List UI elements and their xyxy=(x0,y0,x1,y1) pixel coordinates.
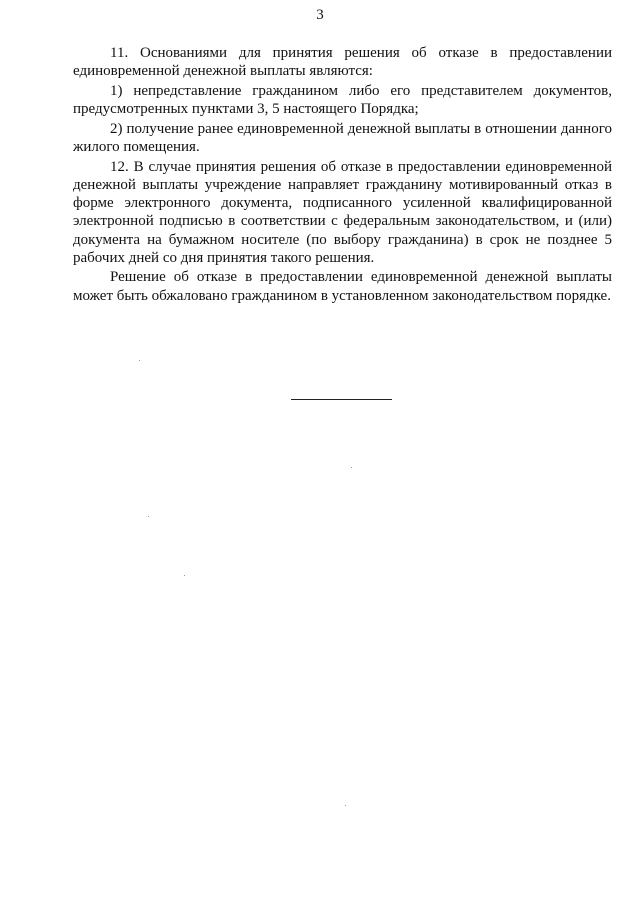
scan-speck xyxy=(345,805,346,806)
scan-speck xyxy=(351,467,352,468)
scan-speck xyxy=(148,516,149,517)
scan-speck xyxy=(184,575,185,576)
document-body xyxy=(73,44,612,305)
paragraph-appeal: Решение об отказе в предоставлении единовременной денежной выплаты может быть обжаловано гражданином в установленном законодательством порядке. xyxy=(73,269,612,304)
page-number: 3 xyxy=(316,7,324,23)
paragraph-item-2: 2) получение ранее единовременной денежной выплаты в отношении данного жилого помещения. xyxy=(73,120,612,156)
paragraph-item-1: 1) непредставление гражданином либо его представителем документов, предусмотренных пунктами 3, 5 настоящего Порядка; xyxy=(73,82,612,118)
scan-speck xyxy=(139,360,140,361)
end-of-text-rule xyxy=(291,399,392,400)
paragraph-clause-12: 12. В случае принятия решения об отказе в предоставлении единовременной денежной выплаты учреждение направляет гражданину мотивированный отказ в форме электронного документа, подписанного усиленной квалифицированной электронной подписью в соответствии с федеральным законодательством, и (или) документа на бумажном носителе (по выбору гражданина) в срок не позднее 5 рабочих дней со дня принятия такого решения. xyxy=(73,158,612,266)
paragraph-clause-11: 11. Основаниями для принятия решения об отказе в предоставлении единовременной денежной выплаты являются: xyxy=(73,45,612,80)
